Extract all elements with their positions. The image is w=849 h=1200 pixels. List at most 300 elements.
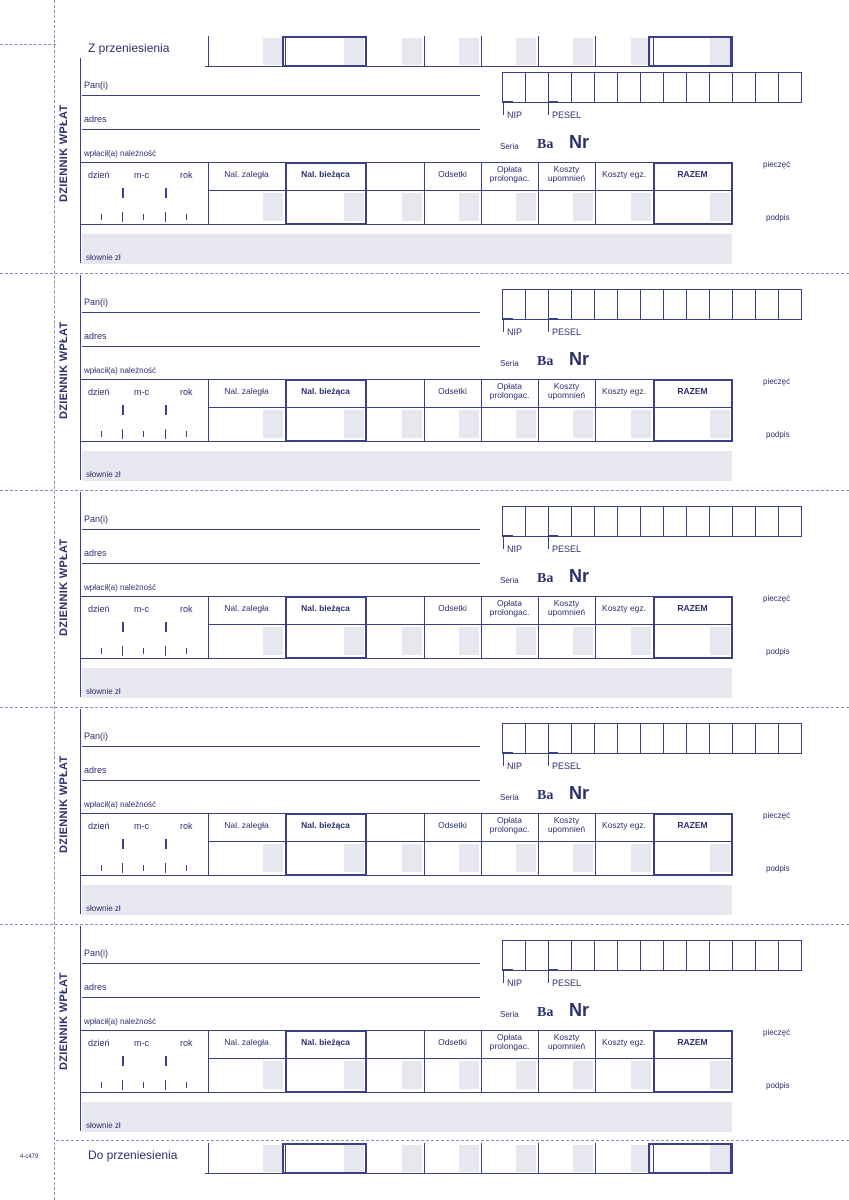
carried-to-label: Do przeniesienia <box>88 1148 178 1162</box>
slip-5-date-label-2: m-c <box>134 1038 149 1048</box>
slip-2-address-line[interactable] <box>82 346 480 347</box>
slip-2-nip-label: NIP <box>507 327 523 337</box>
slip-3-col-header-6: Koszty upomnień <box>547 598 586 617</box>
slip-1-nip-label: NIP <box>507 110 523 120</box>
carried-to-col-line <box>538 1143 539 1174</box>
slip-1-stamp-label: pieczęć <box>763 160 791 169</box>
slip-4-title: DZIENNIK WPŁAT <box>58 755 70 853</box>
carried-to-cell-shade <box>402 1145 422 1172</box>
slip-3-id-digit-box[interactable] <box>755 506 779 537</box>
slip-2-id-digit-box[interactable] <box>617 289 641 320</box>
slip-2-id-digit-box[interactable] <box>594 289 618 320</box>
carried-from-label: Z przeniesienia <box>88 41 170 55</box>
slip-5-paid-label: wpłacił(a) należność <box>84 1017 157 1026</box>
separator-line <box>0 490 849 491</box>
carried-from-total-box[interactable] <box>648 36 732 67</box>
slip-4-nip-marker <box>503 752 504 766</box>
slip-4-date-label-1: dzień <box>88 821 110 831</box>
slip-5-amount-field-5[interactable] <box>482 1059 537 1091</box>
carried-to-col-line <box>424 1143 425 1174</box>
slip-1-amount-field-5[interactable] <box>482 191 537 223</box>
slip-2-pesel-label: PESEL <box>552 327 582 337</box>
carried-from-cell-shade <box>516 38 536 65</box>
slip-4-left-border <box>80 709 81 914</box>
slip-2-id-digit-box[interactable] <box>732 289 756 320</box>
slip-5-date-label-3: rok <box>180 1038 193 1048</box>
slip-1-nip-marker-h <box>503 101 513 103</box>
slip-4-pesel-label: PESEL <box>552 761 582 771</box>
slip-2-pesel-marker-h <box>548 318 558 320</box>
slip-4-col-header-6: Koszty upomnień <box>547 815 586 834</box>
slip-3-seria-label: Seria <box>500 576 519 585</box>
slip-4-pesel-marker-h <box>548 752 558 754</box>
slip-3-id-digit-box[interactable] <box>778 506 802 537</box>
slip-1-words-field[interactable] <box>82 234 732 264</box>
slip-3-left-border <box>80 492 81 697</box>
slip-5-words-field[interactable] <box>82 1102 732 1132</box>
slip-1-name-label: Pan(i) <box>84 80 109 90</box>
slip-1-words-label: słownie zł <box>86 253 121 262</box>
slip-1-id-digit-box[interactable] <box>686 72 710 103</box>
separator-line <box>0 273 849 274</box>
slip-5-id-digit-box[interactable] <box>525 940 549 971</box>
slip-4-words-field[interactable] <box>82 885 732 915</box>
slip-1-signature-label: podpis <box>766 213 790 222</box>
slip-1-current-box <box>285 162 367 225</box>
slip-1-amount-field-3[interactable] <box>367 191 423 223</box>
carried-to-col-line <box>208 1143 209 1174</box>
slip-3-signature-label: podpis <box>766 647 790 656</box>
slip-1-id-digit-box[interactable] <box>778 72 802 103</box>
slip-1-name-line[interactable] <box>82 95 480 96</box>
slip-5-id-digit-box[interactable] <box>640 940 664 971</box>
slip-4-nr-label: Nr <box>569 783 590 803</box>
slip-3-title: DZIENNIK WPŁAT <box>58 538 70 636</box>
slip-4-id-digit-box[interactable] <box>594 723 618 754</box>
slip-2-paid-label: wpłacił(a) należność <box>84 366 157 375</box>
slip-1-id-digit-box[interactable] <box>732 72 756 103</box>
slip-4-pesel-marker <box>548 752 549 766</box>
slip-5-id-digit-box[interactable] <box>594 940 618 971</box>
carried-to-col-line <box>595 1143 596 1174</box>
slip-4-amount-field-7[interactable] <box>596 842 652 874</box>
slip-3-total-box <box>653 596 733 659</box>
slip-5-col-header-2: Nal. bieżąca <box>301 1037 350 1047</box>
slip-2-col-header-1: Nal. zaległa <box>224 386 269 396</box>
slip-3-amount-field-3[interactable] <box>367 625 423 657</box>
slip-4-id-digit-box[interactable] <box>686 723 710 754</box>
slip-1-col-header-1: Nal. zaległa <box>224 169 269 179</box>
slip-2-pesel-marker <box>548 318 549 332</box>
slip-3-current-box <box>285 596 367 659</box>
slip-3-col-header-5: Opłata prolongac. <box>489 598 530 617</box>
slip-2-left-border <box>80 275 81 480</box>
slip-5-name-line[interactable] <box>82 963 480 964</box>
slip-4-table-top <box>80 813 733 814</box>
slip-1-amount-field-4[interactable] <box>425 191 480 223</box>
slip-3-address-line[interactable] <box>82 563 480 564</box>
slip-5-nip-marker <box>503 969 504 983</box>
slip-2-id-digit-box[interactable] <box>663 289 687 320</box>
carried-from-col-line <box>481 36 482 67</box>
slip-5-id-digit-box[interactable] <box>548 940 572 971</box>
carried-from-cell-shade <box>459 38 479 65</box>
slip-1-date-field[interactable] <box>81 192 207 222</box>
slip-2-name-line[interactable] <box>82 312 480 313</box>
slip-1-left-border <box>80 58 81 263</box>
slip-1-title: DZIENNIK WPŁAT <box>58 104 70 202</box>
slip-5-id-digit-box[interactable] <box>709 940 733 971</box>
slip-1-table-top <box>80 162 733 163</box>
slip-4-words-label: słownie zł <box>86 904 121 913</box>
slip-2-amount-field-1[interactable] <box>209 408 284 440</box>
slip-3-pesel-marker <box>548 535 549 549</box>
slip-2-id-digit-box[interactable] <box>640 289 664 320</box>
slip-3-nip-marker <box>503 535 504 549</box>
slip-3-id-digit-box[interactable] <box>709 506 733 537</box>
slip-4-amount-field-4[interactable] <box>425 842 480 874</box>
slip-4-id-digit-box[interactable] <box>617 723 641 754</box>
carried-to-cell-shade <box>459 1145 479 1172</box>
slip-2-id-digit-box[interactable] <box>525 289 549 320</box>
slip-3-amount-field-1[interactable] <box>209 625 284 657</box>
slip-2-amount-field-4[interactable] <box>425 408 480 440</box>
slip-1-paid-label: wpłacił(a) należność <box>84 149 157 158</box>
slip-2-id-digit-box[interactable] <box>502 289 526 320</box>
slip-2-seria-value: Ba <box>537 354 554 369</box>
carried-from-col-line <box>208 36 209 67</box>
slip-2-date-label-2: m-c <box>134 387 149 397</box>
slip-4-col-header-2: Nal. bieżąca <box>301 820 350 830</box>
slip-4-nip-label: NIP <box>507 761 523 771</box>
slip-5-title: DZIENNIK WPŁAT <box>58 972 70 1070</box>
slip-2-col-header-2: Nal. bieżąca <box>301 386 350 396</box>
slip-3-date-label-2: m-c <box>134 604 149 614</box>
slip-2-id-digit-box[interactable] <box>709 289 733 320</box>
slip-1-pesel-label: PESEL <box>552 110 582 120</box>
slip-2-date-field[interactable] <box>81 409 207 439</box>
slip-3-pesel-label: PESEL <box>552 544 582 554</box>
slip-3-id-digit-box[interactable] <box>640 506 664 537</box>
slip-2-words-label: słownie zł <box>86 470 121 479</box>
slip-3-id-digit-box[interactable] <box>525 506 549 537</box>
slip-3-amount-field-5[interactable] <box>482 625 537 657</box>
slip-4-id-digit-box[interactable] <box>640 723 664 754</box>
slip-5-nr-label: Nr <box>569 1000 590 1020</box>
carried-from-col-line <box>595 36 596 67</box>
slip-5-amount-field-7[interactable] <box>596 1059 652 1091</box>
carried-from-cell-shade <box>573 38 593 65</box>
perforation-line-vertical <box>54 0 55 1200</box>
carried-from-col-line <box>424 36 425 67</box>
slip-3-date-label-1: dzień <box>88 604 110 614</box>
slip-4-seria-label: Seria <box>500 793 519 802</box>
slip-5-id-digit-box[interactable] <box>755 940 779 971</box>
slip-3-nip-label: NIP <box>507 544 523 554</box>
slip-3-address-label: adres <box>84 548 107 558</box>
slip-4-name-label: Pan(i) <box>84 731 109 741</box>
slip-4-id-digit-box[interactable] <box>502 723 526 754</box>
slip-5-words-label: słownie zł <box>86 1121 121 1130</box>
slip-1-nr-label: Nr <box>569 132 590 152</box>
slip-5-id-digit-box[interactable] <box>663 940 687 971</box>
slip-3-amount-field-4[interactable] <box>425 625 480 657</box>
slip-5-table-top <box>80 1030 733 1031</box>
slip-2-col-header-7: Koszty egz. <box>602 386 646 396</box>
slip-4-col-header-4: Odsetki <box>438 820 467 830</box>
slip-1-id-digit-box[interactable] <box>571 72 595 103</box>
slip-4-signature-label: podpis <box>766 864 790 873</box>
slip-2-table-bottom <box>80 441 733 442</box>
slip-4-seria-value: Ba <box>537 788 554 803</box>
carried-to-col-line <box>732 1143 733 1174</box>
slip-4-id-digit-box[interactable] <box>525 723 549 754</box>
slip-3-id-digit-box[interactable] <box>594 506 618 537</box>
slip-4-id-digit-box[interactable] <box>548 723 572 754</box>
slip-5-date-field[interactable] <box>81 1060 207 1090</box>
slip-5-current-box <box>285 1030 367 1093</box>
slip-1-address-label: adres <box>84 114 107 124</box>
slip-5-left-border <box>80 926 81 1131</box>
slip-4-col-header-7: Koszty egz. <box>602 820 646 830</box>
slip-4-id-digit-box[interactable] <box>571 723 595 754</box>
separator-bottom <box>56 1140 849 1141</box>
slip-2-words-field[interactable] <box>82 451 732 481</box>
slip-2-date-label-3: rok <box>180 387 193 397</box>
slip-3-seria-value: Ba <box>537 571 554 586</box>
slip-5-nip-marker-h <box>503 969 513 971</box>
slip-5-col-header-1: Nal. zaległa <box>224 1037 269 1047</box>
separator-line <box>0 707 849 708</box>
slip-2-nip-marker <box>503 318 504 332</box>
slip-3-id-digit-box[interactable] <box>732 506 756 537</box>
slip-4-id-digit-box[interactable] <box>755 723 779 754</box>
slip-5-id-digit-box[interactable] <box>502 940 526 971</box>
slip-5-amount-field-6[interactable] <box>539 1059 594 1091</box>
slip-4-id-digit-box[interactable] <box>778 723 802 754</box>
slip-4-total-box <box>653 813 733 876</box>
slip-5-seria-label: Seria <box>500 1010 519 1019</box>
slip-2-col-header-5: Opłata prolongac. <box>489 381 530 400</box>
slip-4-name-line[interactable] <box>82 746 480 747</box>
slip-2-amount-field-5[interactable] <box>482 408 537 440</box>
slip-2-nip-marker-h <box>503 318 513 320</box>
slip-1-seria-label: Seria <box>500 142 519 151</box>
slip-2-name-label: Pan(i) <box>84 297 109 307</box>
slip-1-col-header-5: Opłata prolongac. <box>489 164 530 183</box>
slip-2-table-top <box>80 379 733 380</box>
slip-4-id-digit-box[interactable] <box>663 723 687 754</box>
slip-2-stamp-label: pieczęć <box>763 377 791 386</box>
slip-5-col-header-6: Koszty upomnień <box>547 1032 586 1051</box>
slip-2-date-label-1: dzień <box>88 387 110 397</box>
slip-2-seria-label: Seria <box>500 359 519 368</box>
slip-3-id-digit-box[interactable] <box>502 506 526 537</box>
slip-3-amount-field-7[interactable] <box>596 625 652 657</box>
slip-2-title: DZIENNIK WPŁAT <box>58 321 70 419</box>
slip-2-id-digit-box[interactable] <box>548 289 572 320</box>
slip-3-id-digit-box[interactable] <box>571 506 595 537</box>
slip-3-date-field[interactable] <box>81 626 207 656</box>
slip-1-id-digit-box[interactable] <box>594 72 618 103</box>
slip-4-amount-field-1[interactable] <box>209 842 284 874</box>
slip-1-amount-field-1[interactable] <box>209 191 284 223</box>
slip-3-words-field[interactable] <box>82 668 732 698</box>
slip-5-total-box <box>653 1030 733 1093</box>
slip-1-address-line[interactable] <box>82 129 480 130</box>
slip-5-signature-label: podpis <box>766 1081 790 1090</box>
slip-5-address-label: adres <box>84 982 107 992</box>
slip-5-stamp-label: pieczęć <box>763 1028 791 1037</box>
carried-to-total-box[interactable] <box>648 1143 732 1174</box>
carried-to-current-box[interactable] <box>282 1143 367 1174</box>
slip-3-name-label: Pan(i) <box>84 514 109 524</box>
separator-top <box>0 44 56 45</box>
slip-2-col-header-8: RAZEM <box>677 386 708 396</box>
slip-2-id-digit-box[interactable] <box>571 289 595 320</box>
slip-5-pesel-label: PESEL <box>552 978 582 988</box>
slip-3-table-bottom <box>80 658 733 659</box>
slip-1-id-digit-box[interactable] <box>640 72 664 103</box>
slip-3-amount-field-6[interactable] <box>539 625 594 657</box>
slip-5-nip-label: NIP <box>507 978 523 988</box>
slip-5-name-label: Pan(i) <box>84 948 109 958</box>
carried-from-cell-shade <box>263 38 283 65</box>
carried-to-cell-shade <box>516 1145 536 1172</box>
slip-4-amount-field-6[interactable] <box>539 842 594 874</box>
slip-4-table-bottom <box>80 875 733 876</box>
slip-1-id-digit-box[interactable] <box>663 72 687 103</box>
slip-1-id-digit-box[interactable] <box>617 72 641 103</box>
slip-4-amount-field-3[interactable] <box>367 842 423 874</box>
slip-2-current-box <box>285 379 367 442</box>
slip-5-amount-field-1[interactable] <box>209 1059 284 1091</box>
slip-5-amount-field-3[interactable] <box>367 1059 423 1091</box>
slip-3-name-line[interactable] <box>82 529 480 530</box>
slip-3-words-label: słownie zł <box>86 687 121 696</box>
slip-4-address-line[interactable] <box>82 780 480 781</box>
slip-5-id-digit-box[interactable] <box>686 940 710 971</box>
slip-3-id-digit-box[interactable] <box>663 506 687 537</box>
slip-3-col-header-7: Koszty egz. <box>602 603 646 613</box>
slip-5-date-label-1: dzień <box>88 1038 110 1048</box>
slip-4-id-digit-box[interactable] <box>709 723 733 754</box>
slip-4-col-header-8: RAZEM <box>677 820 708 830</box>
slip-5-col-header-7: Koszty egz. <box>602 1037 646 1047</box>
slip-3-nr-label: Nr <box>569 566 590 586</box>
slip-1-col-header-6: Koszty upomnień <box>547 164 586 183</box>
slip-3-col-header-4: Odsetki <box>438 603 467 613</box>
slip-3-date-label-3: rok <box>180 604 193 614</box>
slip-5-pesel-marker <box>548 969 549 983</box>
slip-4-col-header-5: Opłata prolongac. <box>489 815 530 834</box>
slip-2-amount-field-3[interactable] <box>367 408 423 440</box>
slip-4-stamp-label: pieczęć <box>763 811 791 820</box>
slip-1-col-header-2: Nal. bieżąca <box>301 169 350 179</box>
slip-1-amount-field-6[interactable] <box>539 191 594 223</box>
slip-5-amount-field-4[interactable] <box>425 1059 480 1091</box>
slip-2-amount-field-6[interactable] <box>539 408 594 440</box>
slip-4-col-header-1: Nal. zaległa <box>224 820 269 830</box>
slip-1-pesel-marker-h <box>548 101 558 103</box>
carried-from-cell-shade <box>402 38 422 65</box>
separator-line <box>0 924 849 925</box>
slip-1-nip-marker <box>503 101 504 115</box>
slip-2-signature-label: podpis <box>766 430 790 439</box>
slip-5-seria-value: Ba <box>537 1005 554 1020</box>
slip-3-col-header-1: Nal. zaległa <box>224 603 269 613</box>
slip-4-address-label: adres <box>84 765 107 775</box>
slip-4-current-box <box>285 813 367 876</box>
slip-1-total-box <box>653 162 733 225</box>
slip-5-id-digit-box[interactable] <box>617 940 641 971</box>
slip-1-amount-field-7[interactable] <box>596 191 652 223</box>
slip-4-id-digit-box[interactable] <box>732 723 756 754</box>
carried-from-col-line <box>538 36 539 67</box>
slip-1-id-digit-box[interactable] <box>709 72 733 103</box>
slip-5-col-header-4: Odsetki <box>438 1037 467 1047</box>
slip-3-id-digit-box[interactable] <box>686 506 710 537</box>
slip-5-col-header-8: RAZEM <box>677 1037 708 1047</box>
slip-4-nip-marker-h <box>503 752 513 754</box>
slip-4-date-label-2: m-c <box>134 821 149 831</box>
slip-1-date-label-3: rok <box>180 170 193 180</box>
slip-5-id-digit-box[interactable] <box>778 940 802 971</box>
slip-1-seria-value: Ba <box>537 137 554 152</box>
slip-3-table-top <box>80 596 733 597</box>
slip-1-table-bottom <box>80 224 733 225</box>
slip-3-id-digit-box[interactable] <box>617 506 641 537</box>
slip-2-col-header-6: Koszty upomnień <box>547 381 586 400</box>
slip-3-col-header-2: Nal. bieżąca <box>301 603 350 613</box>
slip-1-col-header-4: Odsetki <box>438 169 467 179</box>
form-code: 4-c479 <box>20 1154 39 1160</box>
slip-2-address-label: adres <box>84 331 107 341</box>
slip-4-amount-field-5[interactable] <box>482 842 537 874</box>
slip-3-id-digit-box[interactable] <box>548 506 572 537</box>
slip-2-id-digit-box[interactable] <box>686 289 710 320</box>
slip-1-id-digit-box[interactable] <box>548 72 572 103</box>
slip-2-id-digit-box[interactable] <box>778 289 802 320</box>
slip-1-id-digit-box[interactable] <box>755 72 779 103</box>
slip-1-id-digit-box[interactable] <box>525 72 549 103</box>
slip-3-paid-label: wpłacił(a) należność <box>84 583 157 592</box>
slip-2-nr-label: Nr <box>569 349 590 369</box>
slip-5-address-line[interactable] <box>82 997 480 998</box>
slip-2-col-header-4: Odsetki <box>438 386 467 396</box>
slip-2-id-digit-box[interactable] <box>755 289 779 320</box>
slip-1-date-label-1: dzień <box>88 170 110 180</box>
slip-3-stamp-label: pieczęć <box>763 594 791 603</box>
slip-1-pesel-marker <box>548 101 549 115</box>
slip-5-col-header-5: Opłata prolongac. <box>489 1032 530 1051</box>
slip-1-col-header-7: Koszty egz. <box>602 169 646 179</box>
carried-from-current-box[interactable] <box>282 36 367 67</box>
slip-2-amount-field-7[interactable] <box>596 408 652 440</box>
slip-2-total-box <box>653 379 733 442</box>
slip-5-id-digit-box[interactable] <box>571 940 595 971</box>
slip-5-id-digit-box[interactable] <box>732 940 756 971</box>
carried-to-cell-shade <box>573 1145 593 1172</box>
slip-1-id-digit-box[interactable] <box>502 72 526 103</box>
slip-5-pesel-marker-h <box>548 969 558 971</box>
slip-1-col-header-8: RAZEM <box>677 169 708 179</box>
carried-to-col-line <box>481 1143 482 1174</box>
slip-4-date-label-3: rok <box>180 821 193 831</box>
slip-4-date-field[interactable] <box>81 843 207 873</box>
slip-4-paid-label: wpłacił(a) należność <box>84 800 157 809</box>
slip-3-nip-marker-h <box>503 535 513 537</box>
